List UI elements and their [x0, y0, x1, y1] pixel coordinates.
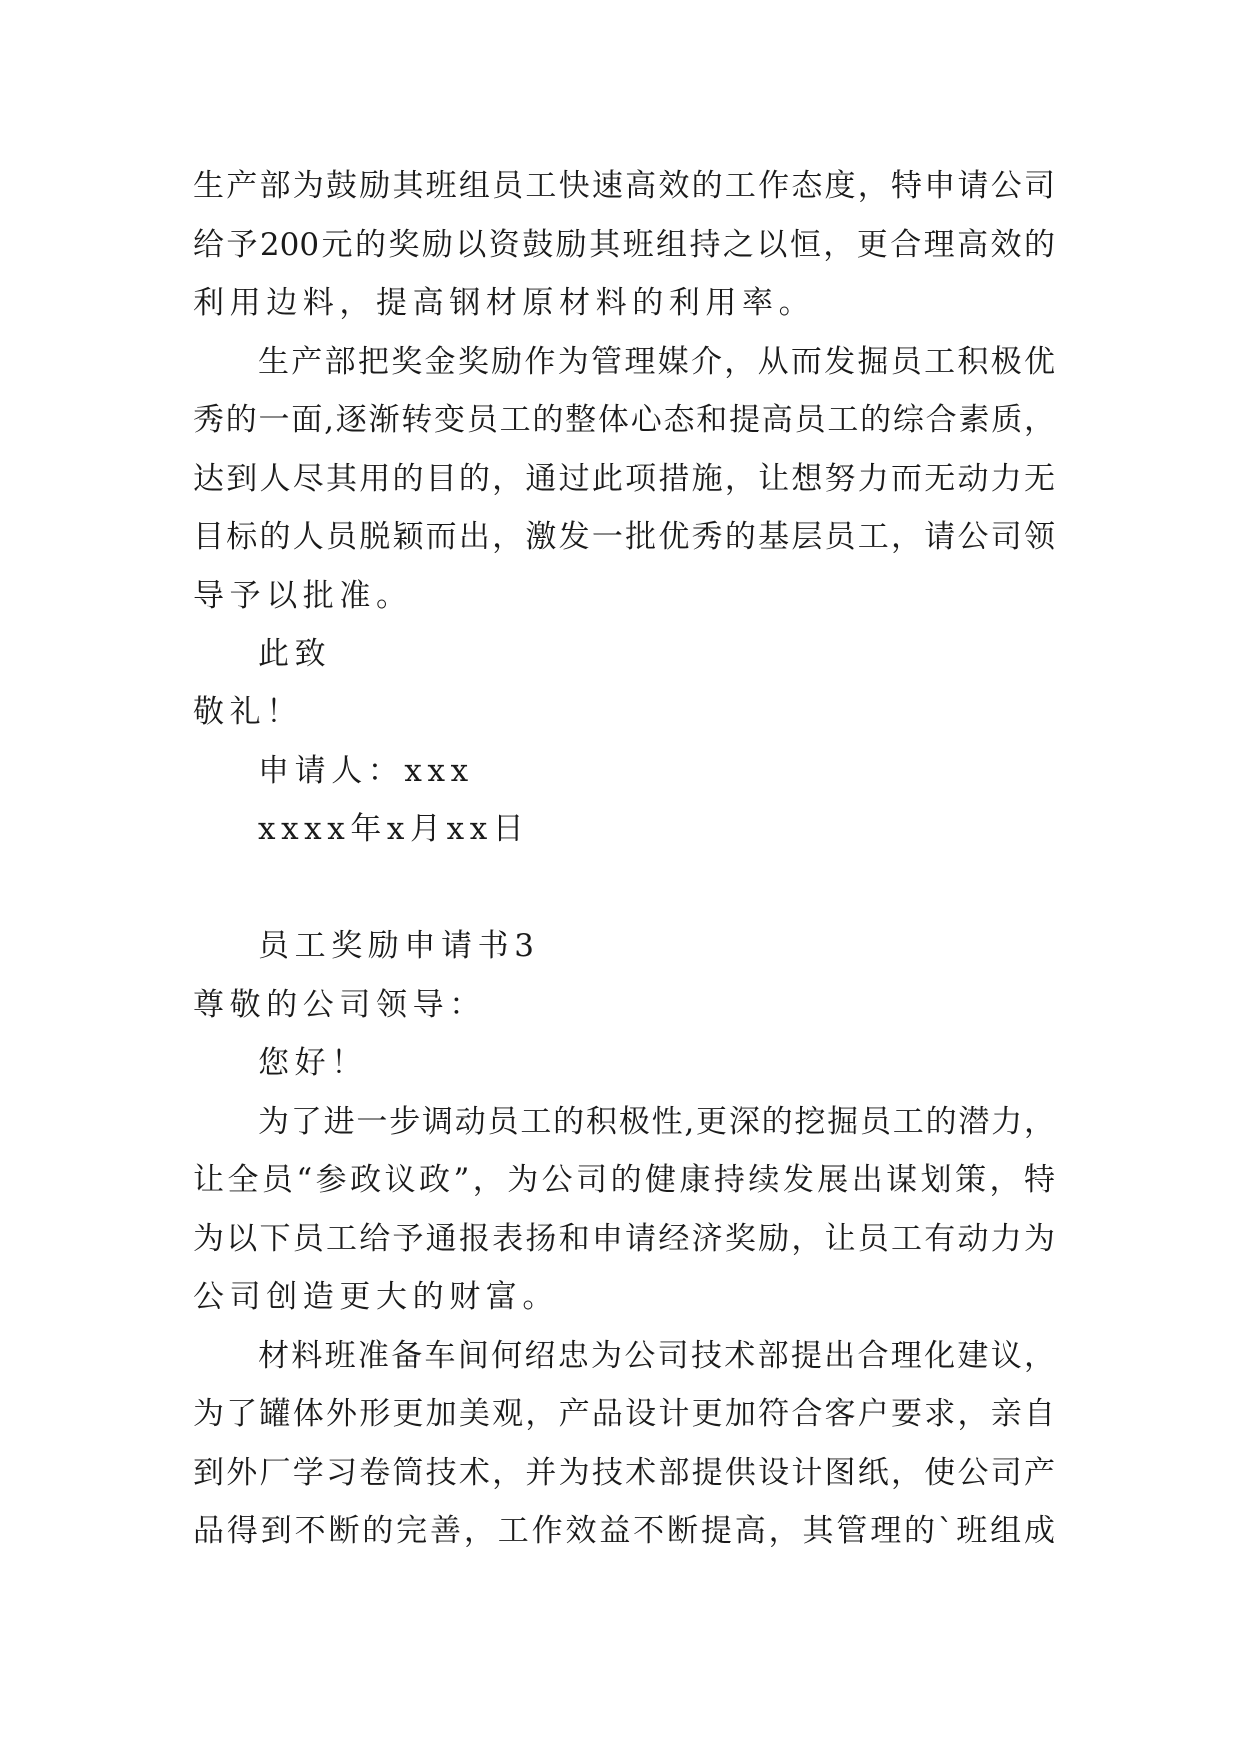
paragraph-line: 秀的一面,逐渐转变员工的整体心态和提高员工的综合素质，	[193, 402, 1055, 438]
paragraph-line: 让全员“参政议政”，为公司的健康持续发展出谋划策，特	[193, 1162, 1055, 1198]
section-title: 员工奖励申请书3	[258, 928, 540, 964]
paragraph-line: 达到人尽其用的目的，通过此项措施，让想努力而无动力无	[193, 461, 1055, 497]
paragraph-line: 为以下员工给予通报表扬和申请经济奖励，让员工有动力为	[193, 1221, 1055, 1257]
paragraph-line: 为了进一步调动员工的积极性,更深的挖掘员工的潜力，	[258, 1104, 1055, 1140]
paragraph-line: 材料班准备车间何绍忠为公司技术部提出合理化建议，	[258, 1338, 1055, 1374]
date-line: xxxx年x月xx日	[258, 811, 530, 847]
paragraph-line: 生产部把奖金奖励作为管理媒介，从而发掘员工积极优	[258, 344, 1055, 380]
paragraph-line: 目标的人员脱颖而出，激发一批优秀的基层员工，请公司领	[193, 519, 1055, 555]
paragraph-line: 利用边料，提高钢材原材料的利用率。	[193, 285, 816, 321]
paragraph-line: 给予200元的奖励以资鼓励其班组持之以恒，更合理高效的	[193, 227, 1055, 263]
salutation-line: 此致	[258, 636, 332, 672]
greeting-line: 尊敬的公司领导：	[193, 987, 486, 1023]
salutation-line: 敬礼！	[193, 694, 303, 730]
paragraph-line: 生产部为鼓励其班组员工快速高效的工作态度，特申请公司	[193, 168, 1055, 204]
paragraph-line: 为了罐体外形更加美观，产品设计更加符合客户要求，亲自	[193, 1396, 1055, 1432]
paragraph-line: 品得到不断的完善，工作效益不断提高，其管理的`班组成	[193, 1513, 1055, 1549]
paragraph-line: 公司创造更大的财富。	[193, 1279, 559, 1315]
applicant-line: 申请人：xxx	[258, 753, 474, 789]
paragraph-line: 导予以批准。	[193, 578, 413, 614]
greeting-line: 您好！	[258, 1045, 368, 1081]
paragraph-line: 到外厂学习卷筒技术，并为技术部提供设计图纸，使公司产	[193, 1455, 1055, 1491]
